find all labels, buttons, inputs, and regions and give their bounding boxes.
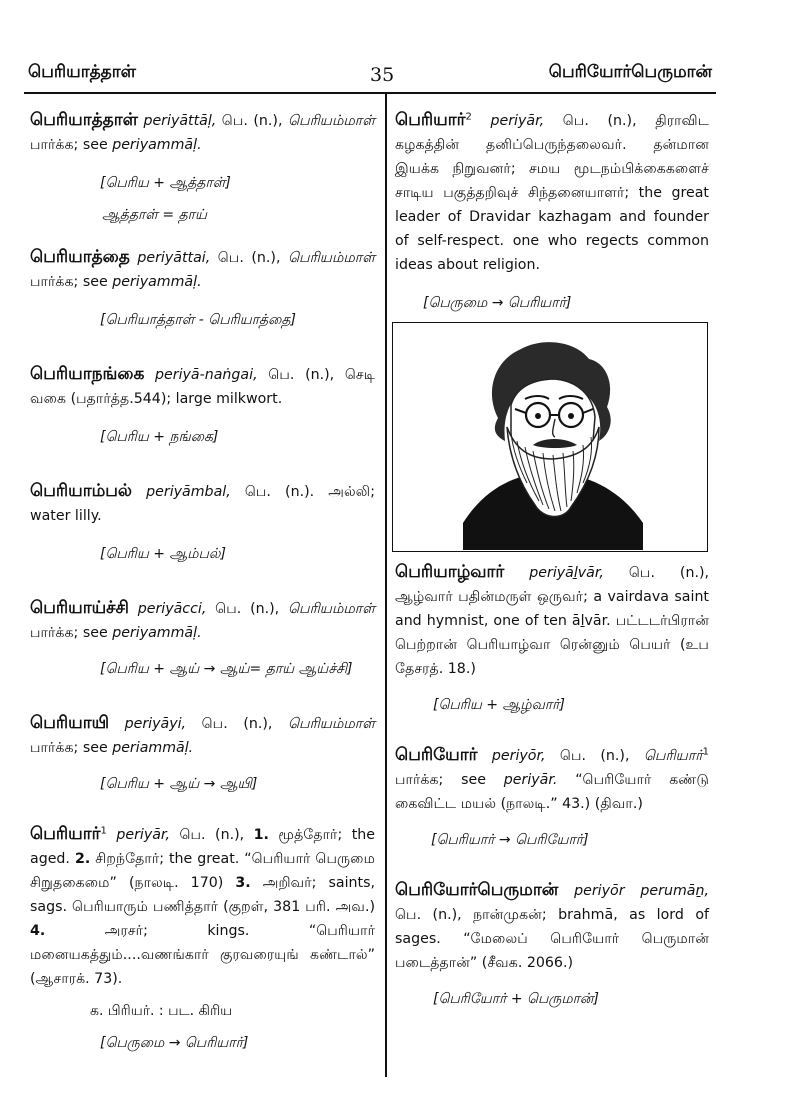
transliteration: periyōr perumāṉ, [574, 883, 709, 899]
etymology: [பெரிய + ஆய் → ஆய்= தாய் ஆய்ச்சி] [100, 661, 353, 677]
sense-number: 4. [30, 923, 46, 939]
definition: பெ. (n.), செடி வகை (பதார்த்த.544); large milkwort. [30, 367, 376, 407]
transliteration: periyāttāḷ, [143, 113, 217, 129]
part-of-speech: பெ. (n.), [559, 748, 630, 764]
etymology: [பெரியாத்தாள் - பெரியாத்தை] [100, 312, 296, 328]
sense-number: 1. [253, 827, 269, 843]
etymology: [பெரிய + ஆம்பல்] [100, 546, 226, 562]
citation: “பெரியோர் கண்டு கைவிட்ட மயல் (நாலடி.” 43.) (திவா.) [395, 772, 709, 812]
etymology: [பெரிய + ஆய் → ஆயி] [100, 776, 258, 792]
entry-periyattal [30, 108, 375, 157]
entry-periyar-2 [395, 108, 709, 277]
cross-reference: பெரியம்மாள் [287, 601, 376, 617]
transliteration: periyār, [116, 827, 170, 843]
entry-periyayi [30, 711, 375, 760]
sense-text: சிறந்தோர்; the great. “பெரியார் பெருமை சிறுதகைமை” (நாலடி. 170) [30, 851, 376, 891]
see-reference: periyār. [503, 772, 558, 788]
headword: பெரியாம்பல் [30, 481, 133, 501]
etymology: [பெருமை → பெரியார்] [423, 295, 572, 311]
part-of-speech: பெ. (n.), [221, 113, 283, 129]
left-column [30, 100, 375, 1055]
entry-periyanangai [30, 362, 375, 411]
sense-number: 3. [235, 875, 251, 891]
part-of-speech: பெ. (n.), [217, 250, 281, 266]
cross-reference: பெரியம்மாள் [287, 113, 375, 129]
transliteration: periyā-naṅgai, [155, 367, 258, 383]
cross-reference: பெரியம்மாள் [288, 250, 376, 266]
part-of-speech: பெ. (n.), [179, 827, 245, 843]
cross-reference-number: 1 [702, 746, 710, 758]
definition: பெ. (n.), நான்முகன்; brahmā, as lord of sages. “மேலைப் பெரியோர் பெருமான் படைத்தான்” (சீவக. 2066.) [395, 907, 709, 971]
headword: பெரியாத்தாள் [30, 110, 138, 130]
headword: பெரியாநங்கை [30, 364, 145, 384]
header-rule [24, 92, 716, 94]
homograph-number: 2 [465, 111, 472, 123]
etymology-note: ஆத்தாள் = தாய் [102, 207, 207, 223]
transliteration: periyāttai, [137, 250, 211, 266]
portrait-figure [392, 322, 708, 552]
see-reference: periyammāḷ. [112, 625, 202, 641]
sense-number: 2. [74, 851, 91, 867]
sense-text: மூத்தோர்; the aged. [30, 827, 375, 867]
transliteration: periyār, [490, 113, 545, 129]
headword: பெரியாழ்வார் [395, 562, 505, 582]
sense-text: அறிவர்; saints, sags. பெரியாரும் பணித்தார் (குறள், 381 பரி. அவ.) [30, 875, 375, 915]
running-head-right: பெரியோர்பெருமான் [548, 62, 712, 82]
homograph-number: 1 [100, 825, 107, 837]
portrait-illustration [393, 323, 706, 550]
headword: பெரியாய்ச்சி [30, 598, 129, 618]
etymology: [பெரிய + ஆழ்வார்] [433, 697, 565, 713]
see-reference: periyammāḷ. [112, 274, 202, 290]
etymology: [பெருமை → பெரியார்] [100, 1035, 249, 1051]
entry-periyar-1 [30, 822, 375, 991]
headword: பெரியோர் [395, 745, 478, 765]
etymology: [பெரியார் → பெரியோர்] [431, 832, 589, 848]
running-head-left: பெரியாத்தாள் [28, 62, 136, 82]
transliteration: periyāmbal, [146, 484, 231, 500]
entry-periyor-peruman [395, 878, 709, 975]
definition: பெ. (n.), ஆழ்வார் பதின்மருள் ஒருவர்; a vairdava saint and hymnist, one of ten āḻvār. பட்டடர்பிரான் பெற்றான் பெரியாழ்வா ரென்னும் பெயர் (உப தேசரத். 18.) [395, 565, 710, 677]
part-of-speech: பெ. (n.), [215, 601, 280, 617]
entry-periyalvar [395, 560, 709, 681]
etymology: [பெரிய + நங்கை] [100, 429, 219, 445]
see-text: பார்க்க; see [30, 740, 108, 756]
entry-periyor [395, 743, 709, 816]
see-text: பார்க்க; see [30, 625, 108, 641]
see-reference: periyammāḷ. [112, 137, 202, 153]
entry-periyattai [30, 245, 375, 294]
headword: பெரியார் [395, 110, 466, 130]
cross-reference: பெரியார் [643, 748, 703, 764]
page-number: 35 [370, 64, 395, 86]
headword: பெரியோர்பெருமான் [395, 880, 559, 900]
cognate-note: க. பிரியர். : பட. கிரிய [90, 1003, 233, 1019]
right-column-lower [395, 560, 709, 1011]
transliteration: periyāyi, [124, 716, 187, 732]
see-text: பார்க்க; see [30, 137, 108, 153]
transliteration: periyāḻvār, [529, 565, 604, 581]
sense-text: அரசர்; kings. “பெரியார் மனையகத்தும்....வணங்கார் குரவரையுங் கண்டால்” (ஆசாரக். 73). [30, 923, 376, 987]
see-reference: periammāḷ. [112, 740, 194, 756]
etymology: [பெரியோர் + பெருமான்] [433, 991, 599, 1007]
transliteration: periyācci, [137, 601, 207, 617]
headword: பெரியாயி [30, 713, 110, 733]
see-text: பார்க்க; see [30, 274, 108, 290]
right-column [395, 100, 709, 315]
column-divider [385, 92, 387, 1077]
part-of-speech: பெ. (n.), [201, 716, 273, 732]
cross-reference: பெரியம்மாள் [287, 716, 376, 732]
entry-periyacci [30, 596, 375, 645]
etymology: [பெரிய + ஆத்தாள்] [100, 175, 231, 191]
see-text: பார்க்க; see [395, 772, 486, 788]
headword: பெரியார் [30, 824, 101, 844]
headword: பெரியாத்தை [30, 247, 130, 267]
definition: பெ. (n.). அல்லி; water lilly. [30, 484, 375, 524]
entry-periyambal [30, 479, 375, 528]
transliteration: periyōr, [491, 748, 546, 764]
definition: பெ. (n.), திராவிட கழகத்தின் தனிப்பெருந்தலைவர். தன்மான இயக்க நிறுவனர்; சமய மூடநம்பிக்கைகளைச் சாடிய பகுத்தறிவுச் சிந்தனையாளர்; the great leader of Dravidar kazhagam and founder of self-respect. one who regects common ideas about religion. [395, 113, 710, 273]
